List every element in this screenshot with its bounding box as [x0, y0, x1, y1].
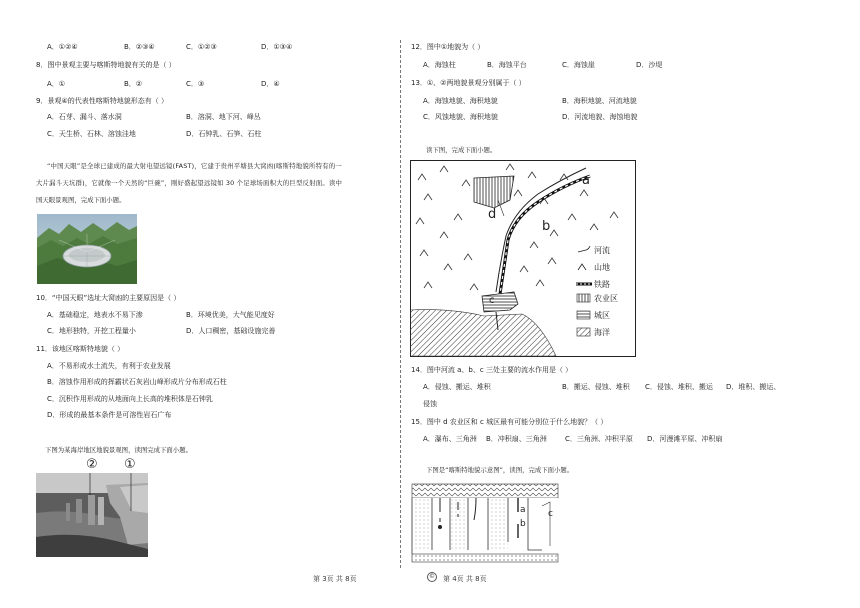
map-intro: 读下图，完成下面小题。: [426, 146, 497, 154]
page-divider: [400, 40, 401, 568]
q13-option-a: A．海蚀地貌、海积地貌: [423, 97, 498, 105]
q14-option-b: B．搬运、侵蚀、堆积: [562, 383, 630, 391]
map-label-a: a: [582, 173, 590, 188]
q14-option-a: A．侵蚀、搬运、堆积: [423, 383, 491, 391]
q7-option-a: A．①②④: [47, 43, 78, 51]
q11-option-d: D．形成的最基本条件是可溶性岩石广布: [47, 411, 172, 419]
q15-option-a: A．瀑布、三角洲: [423, 435, 477, 443]
q15-stem: 15．图中 d 农业区和 c 城区最有可能分别位于什么地貌？（ ）: [411, 418, 608, 426]
marker-1: ①: [124, 457, 136, 472]
q13-option-b: B．海积地貌、河流地貌: [562, 97, 637, 105]
q8-option-c: C．③: [186, 80, 205, 88]
q11-stem: 11．该地区喀斯特地貌（ ）: [36, 345, 125, 353]
q11-option-c: C．沉积作用形成的从地面向上长高的堆积体是石钟乳: [47, 395, 213, 403]
q9-option-a: A．石芽、漏斗、落水洞: [47, 113, 122, 121]
q9-option-d: D．石钟乳、石笋、石柱: [186, 130, 262, 138]
q10-option-d: D．人口稠密，基础设施完善: [186, 327, 276, 335]
q14-option-d: D．堆积、搬运、: [726, 383, 781, 391]
q14-option-c: C．侵蚀、堆积、搬运: [645, 383, 713, 391]
q11-option-b: B．溶蚀作用形成的挥霸状石灰岩山峰形成片分布形成石柱: [47, 378, 227, 386]
q12-option-c: C．海蚀崖: [562, 61, 595, 69]
q9-option-c: C．天生桥、石林、溶蚀洼地: [47, 130, 136, 138]
footer-page-right: 第 4页 共 8页: [443, 575, 487, 583]
q10-stem: 10．“中国天眼”选址大窝凼的主要原因是（ ）: [36, 294, 181, 302]
q13-option-d: D．河流地貌、海蚀地貌: [562, 113, 638, 121]
map-label-b: b: [542, 219, 551, 234]
coast-intro: 下图为某海岸地区地貌景观图，读图完成下面小题。: [45, 446, 192, 454]
karst-intro: 下图是“喀斯特地貌示意图”，读图，完成下面小题。: [426, 466, 574, 474]
q8-option-a: A．①: [47, 80, 66, 88]
q12-option-b: B．海蚀平台: [487, 61, 527, 69]
q12-option-a: A．海蚀柱: [423, 61, 456, 69]
fast-intro-line-2: 大片漏斗天坑群)，它就像一个天然的“巨碗”，刚好盛起望远镜如 30 个足球场面积大的巨型反射面。读中: [36, 179, 343, 187]
q15-option-b: B．冲积扇、三角洲: [486, 435, 547, 443]
legend-mountain: 山地: [594, 263, 610, 272]
karst-label-c: c: [548, 509, 553, 519]
karst-label-a: a: [520, 505, 526, 515]
footer-page-left: 第 3页 共 8页: [313, 575, 357, 583]
legend-railway: 铁路: [594, 280, 610, 289]
karst-label-b: b: [520, 519, 526, 529]
fast-intro-line-3: 国天眼景观图，完成下面小题。: [36, 196, 126, 204]
karst-diagram: [410, 482, 560, 566]
q14-stem: 14．图中河流 a、b、c 三处主要的流水作用是（ ）: [411, 366, 573, 374]
q9-stem: 9．景观④的代表性喀斯特地貌形态有（ ）: [36, 97, 168, 105]
legend-river: 河流: [594, 246, 610, 255]
q11-option-a: A．不易形成水土流失，有利于农业发展: [47, 362, 171, 370]
marker-2: ②: [86, 457, 98, 472]
map-label-c: c: [489, 295, 495, 306]
q9-option-b: B．溶洞、地下河、峰丛: [186, 113, 261, 121]
legend-agriculture: 农业区: [594, 294, 618, 303]
q10-option-a: A．基础稳定，地表水不易下渗: [47, 311, 143, 319]
legend-ocean: 海洋: [594, 328, 610, 337]
q10-option-c: C．地形独特，开挖工程量小: [47, 327, 136, 335]
q15-option-d: D．河漫滩平原、冲积扇: [647, 435, 723, 443]
river-map-figure: [410, 160, 636, 357]
q8-stem: 8．图中景观主要与喀斯特地貌有关的是（ ）: [36, 61, 176, 69]
q7-option-d: D．①③④: [261, 43, 293, 51]
q13-option-c: C．风蚀地貌、海积地貌: [423, 113, 498, 121]
fast-intro-line-1: “中国天眼”是全球已建成的最大射电望远镜(FAST)，它建于贵州平塘县大窝凼(喀斯特地貌所特有的一: [47, 162, 342, 170]
q12-option-d: D．沙堤: [636, 61, 663, 69]
fast-telescope-photo: [37, 214, 137, 284]
q7-option-c: C．①②③: [186, 43, 217, 51]
q15-option-c: C．三角洲、冲积平原: [565, 435, 633, 443]
q12-stem: 12．图中①地貌为（ ）: [411, 43, 485, 51]
copyright-mark: ©: [429, 573, 435, 580]
q7-option-b: B．②③④: [124, 43, 155, 51]
q8-option-d: D．④: [261, 80, 280, 88]
q13-stem: 13．①、②两地貌景观分别属于（ ）: [411, 79, 526, 87]
legend-city: 城区: [594, 311, 610, 320]
map-label-d: d: [488, 207, 497, 222]
q8-option-b: B．②: [124, 80, 143, 88]
q14-option-d-wrap: 侵蚀: [423, 400, 437, 408]
q10-option-b: B．环境优美，大气能见度好: [186, 311, 275, 319]
coast-landscape-photo: [36, 473, 148, 557]
